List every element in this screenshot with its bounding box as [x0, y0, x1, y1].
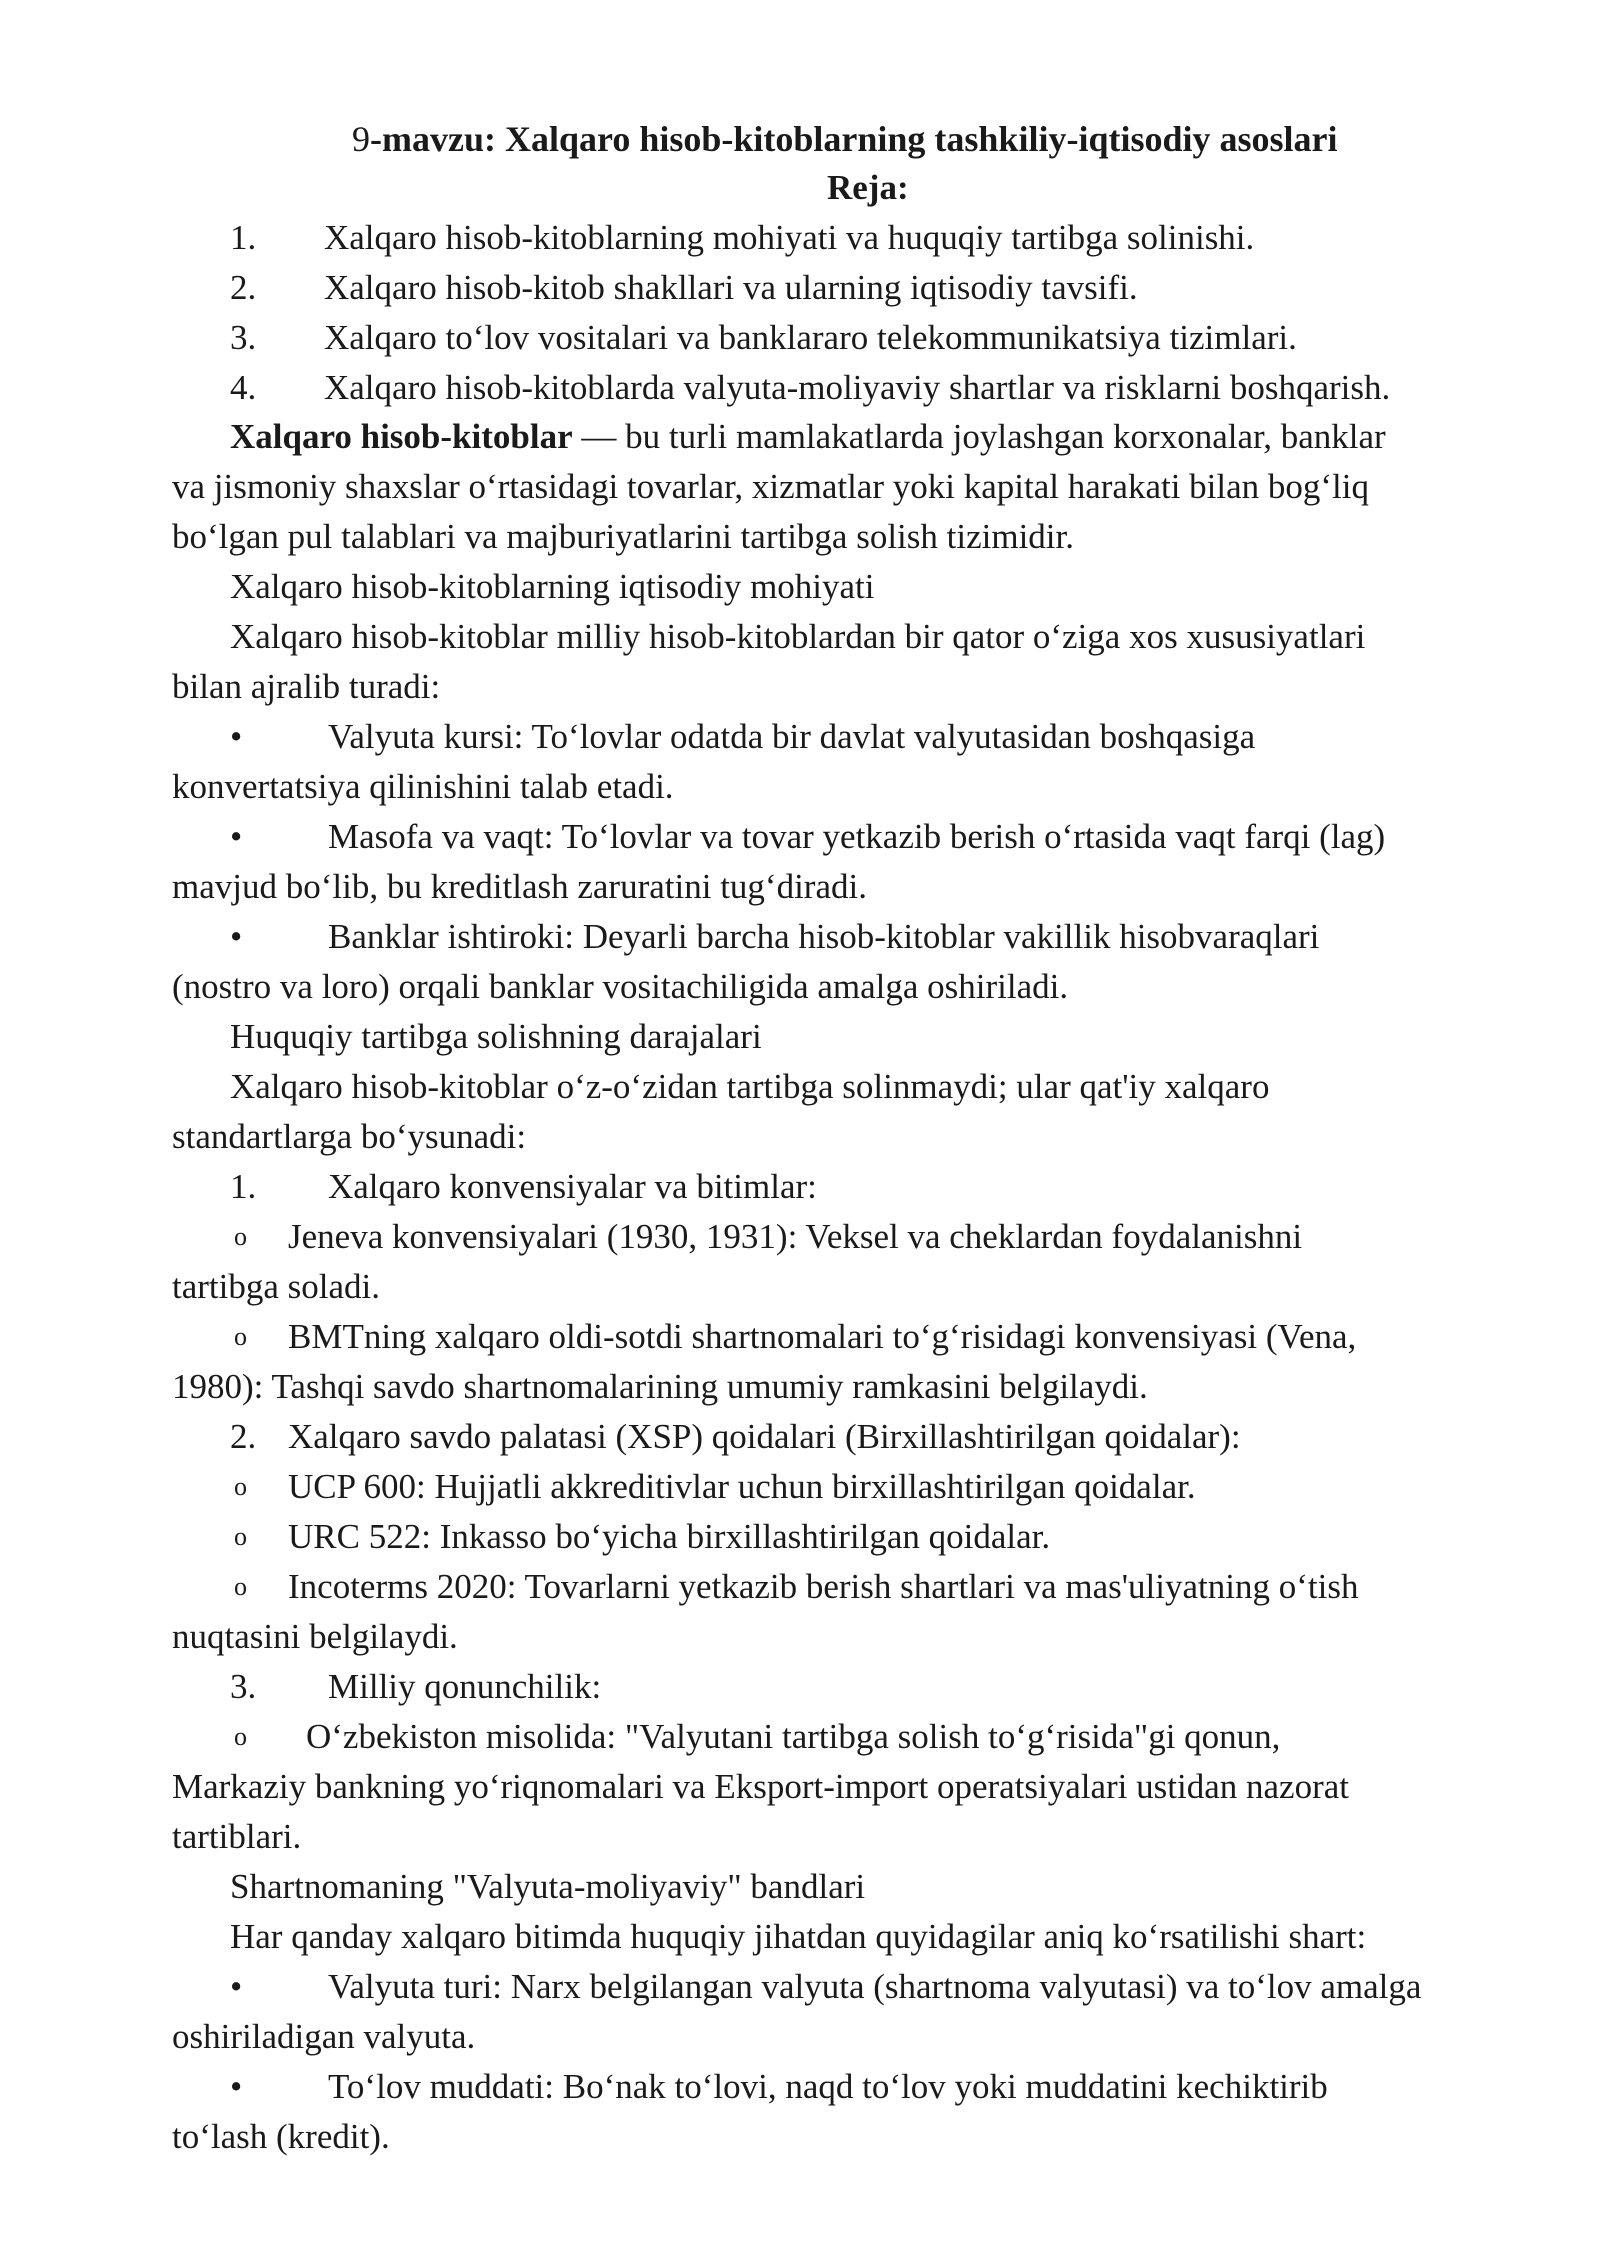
paragraph-line: standartlarga bo‘ysunadi: [172, 1117, 527, 1156]
numbered-item: 1. Xalqaro konvensiyalar va bitimlar: [230, 1167, 817, 1206]
plan-item [0, 213, 1600, 263]
plan-item [0, 263, 1600, 313]
numbered-item: 3. Milliy qonunchilik: [230, 1667, 602, 1706]
bullet-item: • Valyuta kursi: To‘lovlar odatda bir davlat valyutasidan boshqasiga [0, 712, 1600, 762]
sub-bullet-icon: o [234, 1472, 247, 1501]
bullet-item: • Banklar ishtiroki: Deyarli barcha hisob-kitoblar vakillik hisobvaraqlari [0, 912, 1600, 962]
sub-item-continuation: tartiblari. [172, 1817, 302, 1856]
plan-text: Xalqaro hisob-kitoblarning mohiyati va huquqiy tartibga solinishi. [324, 218, 1255, 257]
plan-item [0, 363, 1600, 413]
sub-item: o O‘zbekiston misolida: "Valyutani tartibga solish to‘g‘risida"gi qonun, [0, 1712, 1600, 1762]
sub-item: o BMTning xalqaro oldi-sotdi shartnomalari to‘g‘risidagi konvensiyasi (Vena, [0, 1312, 1600, 1362]
document-title [0, 114, 1600, 164]
sub-item-continuation: nuqtasini belgilaydi. [172, 1617, 458, 1656]
definition-text: — bu turli mamlakatlarda joylashgan korxonalar, banklar [572, 417, 1386, 456]
bullet-continuation: mavjud bo‘lib, bu kreditlash zaruratini tug‘diradi. [172, 867, 867, 906]
section-heading: Shartnomaning "Valyuta-moliyaviy" bandlari [230, 1867, 866, 1906]
bullet-continuation: konvertatsiya qilinishini talab etadi. [172, 767, 674, 806]
sub-bullet-icon: o [234, 1322, 247, 1351]
sub-bullet-icon: o [234, 1222, 247, 1251]
definition-line: bo‘lgan pul talablari va majburiyatlarini tartibga solish tizimidir. [172, 517, 1075, 556]
definition-line: va jismoniy shaxslar o‘rtasidagi tovarlar, xizmatlar yoki kapital harakati bilan bog‘liq [172, 467, 1370, 506]
plan-number: 1. [230, 218, 257, 257]
sub-item: o Jeneva konvensiyalari (1930, 1931): Veksel va cheklardan foydalanishni [0, 1212, 1600, 1262]
sub-bullet-icon: o [234, 1572, 247, 1601]
bullet-item: • Valyuta turi: Narx belgilangan valyuta (shartnoma valyutasi) va to‘lov amalga [0, 1962, 1600, 2012]
definition-term: Xalqaro hisob-kitoblar [230, 417, 573, 456]
sub-item: o UCP 600: Hujjatli akkreditivlar uchun birxillashtirilgan qoidalar. [0, 1462, 1600, 1512]
bullet-continuation: oshiriladigan valyuta. [172, 2017, 476, 2056]
bullet-item: • To‘lov muddati: Bo‘nak to‘lovi, naqd to‘lov yoki muddatini kechiktirib [0, 2062, 1600, 2112]
bullet-icon: • [230, 717, 243, 756]
sub-item-continuation: 1980): Tashqi savdo shartnomalarining umumiy ramkasini belgilaydi. [172, 1367, 1148, 1406]
sub-bullet-icon: o [234, 1522, 247, 1551]
bullet-icon: • [230, 917, 243, 956]
sub-item-continuation: tartibga soladi. [172, 1267, 381, 1306]
title-text: -mavzu: Xalqaro hisob-kitoblarning tashkiliy-iqtisodiy asoslari [370, 119, 1338, 159]
sub-item: o Incoterms 2020: Tovarlarni yetkazib berish shartlari va mas'uliyatning o‘tish [0, 1562, 1600, 1612]
plan-text: Xalqaro hisob-kitob shakllari va ularning iqtisodiy tavsifi. [324, 268, 1138, 307]
bullet-icon: • [230, 817, 243, 856]
title-number: 9 [352, 119, 370, 159]
bullet-icon: • [230, 2067, 243, 2106]
sub-bullet-icon: o [234, 1722, 247, 1751]
sub-item-continuation: Markaziy bankning yo‘riqnomalari va Eksport-import operatsiyalari ustidan nazorat [172, 1767, 1349, 1806]
plan-number: 3. [230, 318, 257, 357]
paragraph-line: Har qanday xalqaro bitimda huquqiy jihatdan quyidagilar aniq ko‘rsatilishi shart: [230, 1917, 1367, 1956]
paragraph-line: Xalqaro hisob-kitoblar o‘z-o‘zidan tartibga solinmaydi; ular qat'iy xalqaro [230, 1067, 1270, 1106]
reja-heading: Reja: [827, 168, 909, 207]
plan-text: Xalqaro to‘lov vositalari va banklararo telekommunikatsiya tizimlari. [324, 318, 1297, 357]
section-heading: Xalqaro hisob-kitoblarning iqtisodiy mohiyati [230, 567, 875, 606]
paragraph-line: bilan ajralib turadi: [172, 667, 441, 706]
numbered-item: 2. Xalqaro savdo palatasi (XSP) qoidalari (Birxillashtirilgan qoidalar): [230, 1417, 1241, 1456]
sub-item: o URC 522: Inkasso bo‘yicha birxillashtirilgan qoidalar. [0, 1512, 1600, 1562]
definition-line [0, 412, 1600, 462]
bullet-item: • Masofa va vaqt: To‘lovlar va tovar yetkazib berish o‘rtasida vaqt farqi (lag) [0, 812, 1600, 862]
plan-text: Xalqaro hisob-kitoblarda valyuta-moliyaviy shartlar va risklarni boshqarish. [324, 368, 1391, 407]
paragraph-line: Xalqaro hisob-kitoblar milliy hisob-kitoblardan bir qator o‘ziga xos xususiyatlari [230, 617, 1366, 656]
plan-number: 2. [230, 268, 257, 307]
plan-number: 4. [230, 368, 257, 407]
bullet-continuation: (nostro va loro) orqali banklar vositachiligida amalga oshiriladi. [172, 967, 1069, 1006]
bullet-continuation: to‘lash (kredit). [172, 2117, 390, 2156]
section-heading: Huquqiy tartibga solishning darajalari [230, 1017, 762, 1056]
bullet-icon: • [230, 1967, 243, 2006]
plan-item [0, 313, 1600, 363]
